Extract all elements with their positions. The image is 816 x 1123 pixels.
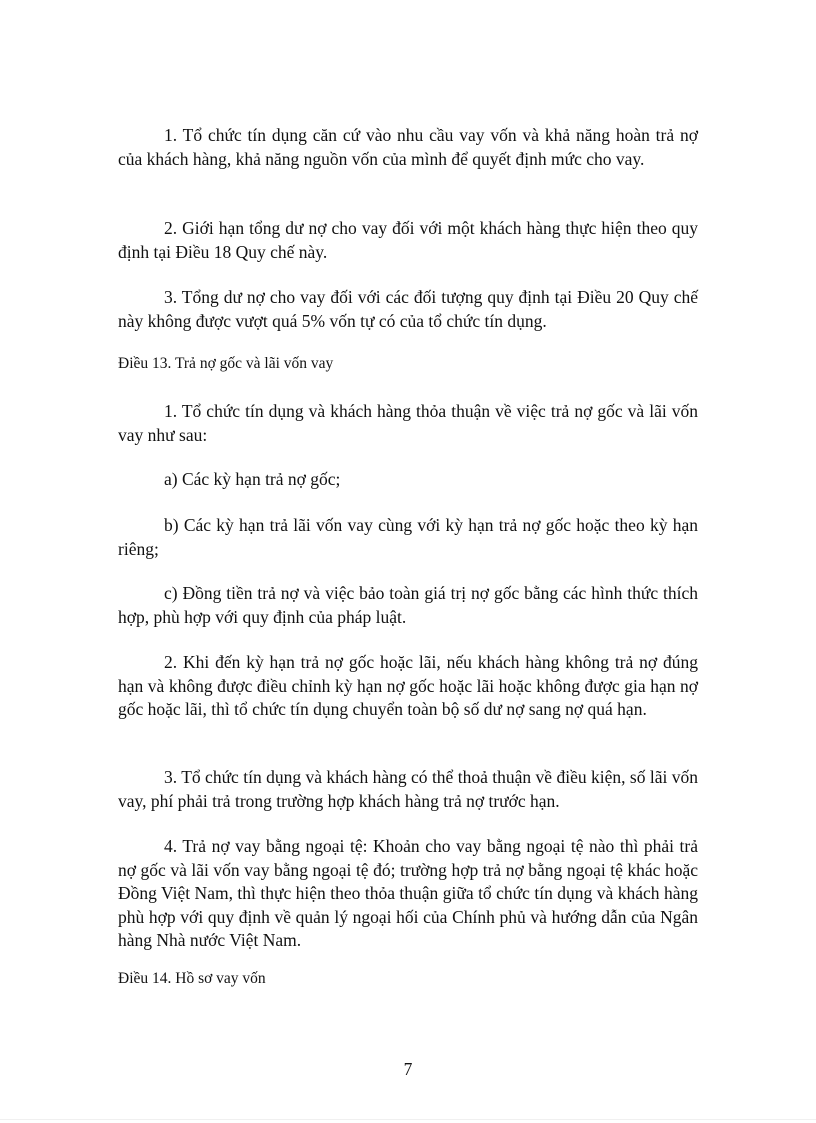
paragraph-foreign-currency-repayment: 4. Trả nợ vay bằng ngoại tệ: Khoản cho vay bằng ngoại tệ nào thì phải trả nợ gốc và lãi vốn vay bằng ngoại tệ đó; trường hợp trả nợ bằng ngoại tệ khác hoặc Đồng Việt Nam, thì thực hiện theo thỏa thuận giữa tổ chức tín dụng và khách hàng phù hợp với quy định về quản lý ngoại hối của Chính phủ và hướng dẫn của Ngân hàng Nhà nước Việt Nam. [118,836,698,950]
article-14-heading: Điều 14. Hồ sơ vay vốn [118,970,266,987]
paragraph-repayment-agreement: 1. Tổ chức tín dụng và khách hàng thỏa thuận về việc trả nợ gốc và lãi vốn vay như sau: [118,401,698,445]
list-item-interest-terms: b) Các kỳ hạn trả lãi vốn vay cùng với kỳ hạn trả nợ gốc hoặc theo kỳ hạn riêng; [118,515,698,559]
paragraph-overdue-debt: 2. Khi đến kỳ hạn trả nợ gốc hoặc lãi, nếu khách hàng không trả nợ đúng hạn và không được điều chỉnh kỳ hạn nợ gốc hoặc lãi hoặc không được gia hạn nợ gốc hoặc lãi, thì tổ chức tín dụng chuyển toàn bộ số dư nợ sang nợ quá hạn. [118,652,698,719]
list-item-repayment-currency: c) Đồng tiền trả nợ và việc bảo toàn giá trị nợ gốc bằng các hình thức thích hợp, phù hợp với quy định của pháp luật. [118,583,698,627]
paragraph-total-debt-limit: 2. Giới hạn tổng dư nợ cho vay đối với một khách hàng thực hiện theo quy định tại Điều 18 Quy chế này. [118,218,698,262]
list-item-principal-terms: a) Các kỳ hạn trả nợ gốc; [164,469,341,489]
paragraph-five-percent-limit: 3. Tổng dư nợ cho vay đối với các đối tượng quy định tại Điều 20 Quy chế này không được vượt quá 5% vốn tự có của tổ chức tín dụng. [118,287,698,331]
article-13-heading: Điều 13. Trả nợ gốc và lãi vốn vay [118,355,334,372]
paragraph-loan-level-decision: 1. Tổ chức tín dụng căn cứ vào nhu cầu vay vốn và khả năng hoàn trả nợ của khách hàng, khả năng nguồn vốn của mình để quyết định mức cho vay. [118,125,698,169]
page-bottom-divider [0,1119,816,1120]
paragraph-early-repayment: 3. Tổ chức tín dụng và khách hàng có thể thoả thuận về điều kiện, số lãi vốn vay, phí phải trả trong trường hợp khách hàng trả nợ trước hạn. [118,767,698,811]
page-number: 7 [403,1059,413,1079]
